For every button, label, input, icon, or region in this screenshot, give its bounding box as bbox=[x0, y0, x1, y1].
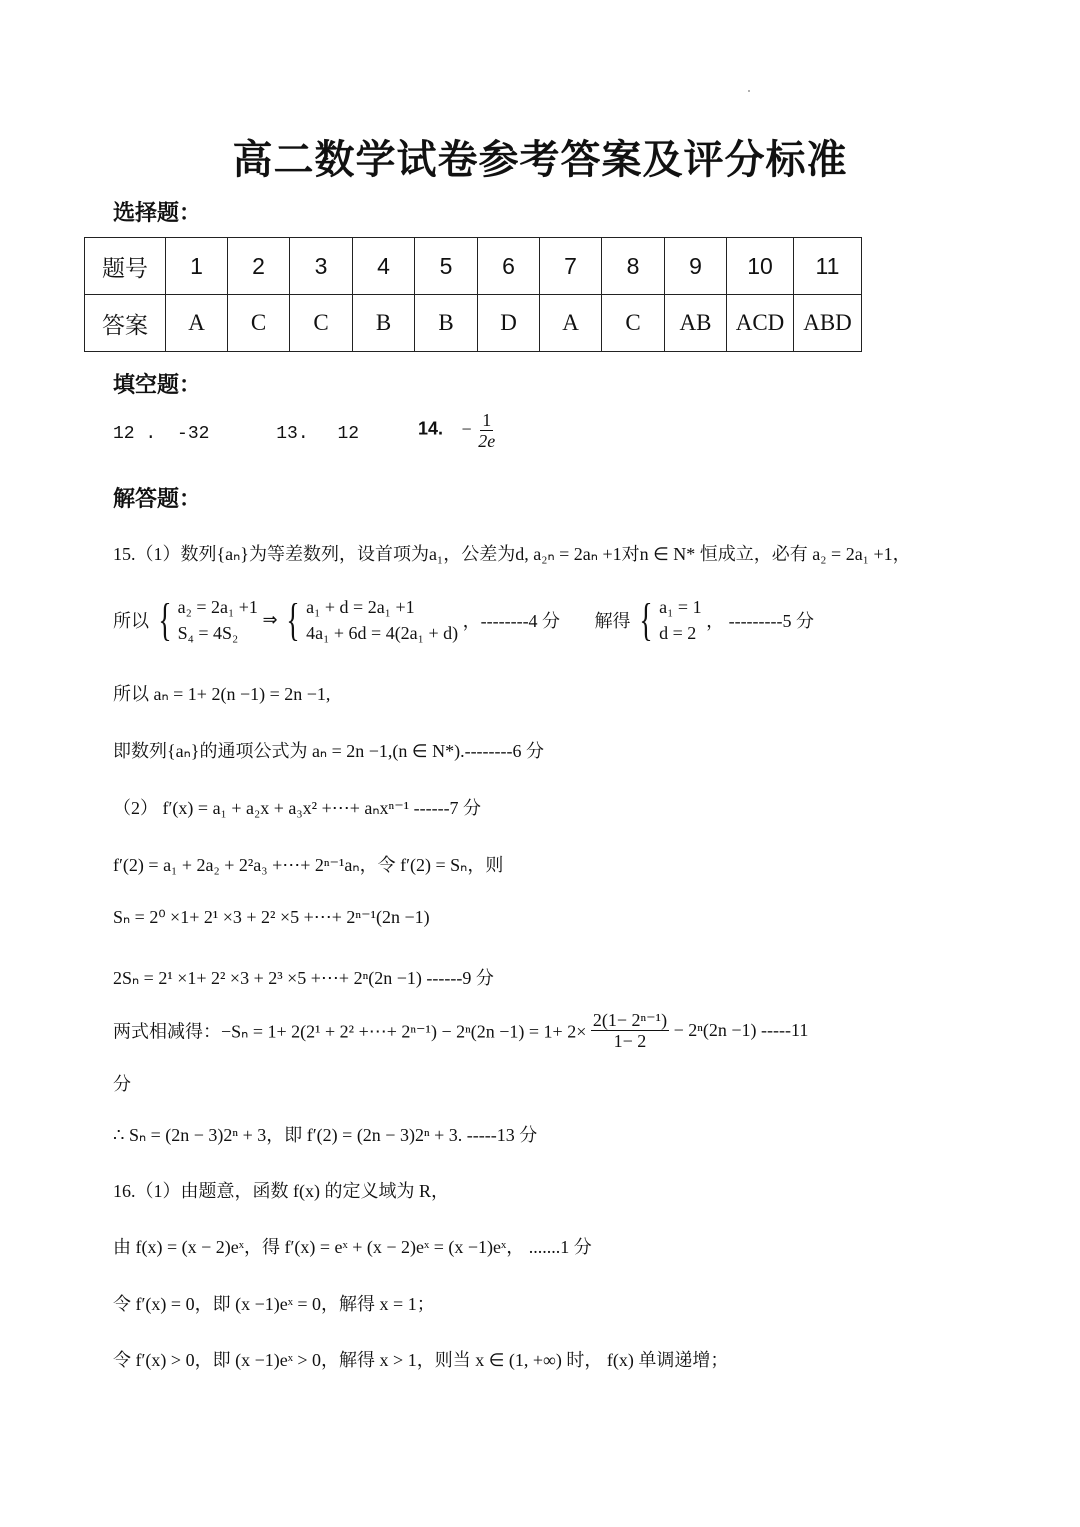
scan-speck bbox=[748, 90, 750, 92]
answer-cell: ABD bbox=[794, 295, 862, 352]
section-solve-heading: 解答题： bbox=[113, 487, 202, 512]
q14-label: 14. bbox=[418, 418, 444, 439]
q14-denominator: 2e bbox=[478, 431, 496, 451]
answer-cell: C bbox=[290, 295, 353, 352]
brace-icon: { bbox=[157, 594, 172, 645]
solution-line-16-1: 16.（1）由题意，函数 f(x) 的定义域为 R， bbox=[113, 1181, 449, 1201]
answer-cell: C bbox=[228, 295, 290, 352]
text-jiede: 解得 bbox=[594, 611, 631, 631]
q14-fraction bbox=[476, 410, 497, 451]
question-number-cell: 8 bbox=[602, 238, 665, 295]
table-row-numbers bbox=[85, 238, 862, 295]
question-number-cell: 7 bbox=[540, 238, 602, 295]
question-number-cell: 11 bbox=[794, 238, 862, 295]
question-number-cell: 6 bbox=[478, 238, 540, 295]
equation-system-1 bbox=[154, 594, 258, 646]
score-mark: ，--------4 分 bbox=[462, 611, 561, 631]
section-fill-heading: 填空题： bbox=[113, 373, 202, 398]
solution-line: 所以 aₙ = 1+ 2(n −1) = 2n −1, bbox=[113, 684, 331, 704]
question-number-cell: 3 bbox=[290, 238, 353, 295]
fraction-denominator: 1− 2 bbox=[613, 1031, 647, 1051]
solution-line: ∴ Sₙ = (2n − 3)2ⁿ + 3，即 f′(2) = (2n − 3)2ⁿ + 3. -----13 分 bbox=[113, 1125, 538, 1145]
page-title: 高二数学试卷参考答案及评分标准 bbox=[232, 137, 848, 183]
expression: − 2ⁿ(2n −1) -----11 bbox=[673, 1020, 809, 1040]
fill-answers-line bbox=[113, 424, 359, 444]
score-mark: ， ---------5 分 bbox=[706, 611, 815, 631]
solution-line-subtraction bbox=[113, 1010, 808, 1051]
equation: a₁ = 1 bbox=[659, 597, 702, 617]
answer-cell: B bbox=[353, 295, 415, 352]
q14-answer bbox=[418, 410, 497, 451]
solution-line: （2） f′(x) = a₁ + a₂x + a₃x² +⋯+ aₙxⁿ⁻¹ ------7 分 bbox=[113, 798, 482, 818]
equation: 4a₁ + 6d = 4(2a₁ + d) bbox=[306, 623, 459, 643]
q13-answer: 12 bbox=[337, 424, 360, 444]
table-header-cell: 答案 bbox=[85, 295, 166, 352]
equation-system-3 bbox=[635, 594, 702, 646]
expression: 两式相减得：−Sₙ = 1+ 2(2¹ + 2² +⋯+ 2ⁿ⁻¹) − 2ⁿ(2n −1) = 1+ 2× bbox=[113, 1021, 587, 1042]
table-row-answers bbox=[85, 295, 862, 352]
solution-line-15-system bbox=[113, 594, 814, 646]
question-number-cell: 2 bbox=[228, 238, 290, 295]
equation: a₂ = 2a₁ +1 bbox=[177, 597, 258, 617]
sum-fraction bbox=[591, 1010, 669, 1051]
implies-arrow: ⇒ bbox=[262, 609, 278, 630]
solution-line: 2Sₙ = 2¹ ×1+ 2² ×3 + 2³ ×5 +⋯+ 2ⁿ(2n −1) ------9 分 bbox=[113, 968, 494, 988]
q13-label: 13. bbox=[276, 424, 309, 444]
question-number-cell: 10 bbox=[727, 238, 794, 295]
equation: d = 2 bbox=[659, 623, 697, 643]
q14-sign: − bbox=[461, 418, 472, 439]
solution-line: 令 f′(x) = 0，即 (x −1)eˣ = 0，解得 x = 1； bbox=[113, 1294, 435, 1314]
equation-system-2 bbox=[282, 594, 458, 646]
solution-line: 令 f′(x) > 0，即 (x −1)eˣ > 0，解得 x > 1，则当 x ∈ (1, +∞) 时， f(x) 单调递增； bbox=[113, 1350, 729, 1370]
answer-cell: A bbox=[540, 295, 602, 352]
equation: a₁ + d = 2a₁ +1 bbox=[306, 597, 415, 617]
answer-cell: C bbox=[602, 295, 665, 352]
question-number-cell: 4 bbox=[353, 238, 415, 295]
brace-icon: { bbox=[286, 594, 300, 645]
q12-answer: -32 bbox=[177, 424, 210, 444]
solution-line-15-1: 15.（1）数列{aₙ}为等差数列，设首项为a₁，公差为d, a₂ₙ = 2aₙ +1对n ∈ N* 恒成立，必有 a₂ = 2a₁ +1， bbox=[113, 544, 911, 564]
solution-line: 即数列{aₙ}的通项公式为 aₙ = 2n −1,(n ∈ N*).--------6 分 bbox=[113, 741, 545, 761]
question-number-cell: 5 bbox=[415, 238, 478, 295]
brace-icon: { bbox=[639, 594, 653, 645]
solution-line: Sₙ = 2⁰ ×1+ 2¹ ×3 + 2² ×5 +⋯+ 2ⁿ⁻¹(2n −1) bbox=[113, 907, 430, 927]
q14-numerator: 1 bbox=[482, 410, 492, 430]
solution-line: 分 bbox=[113, 1074, 131, 1094]
solution-line: 由 f(x) = (x − 2)eˣ，得 f′(x) = eˣ + (x − 2)eˣ = (x −1)eˣ， .......1 分 bbox=[113, 1237, 592, 1257]
question-number-cell: 9 bbox=[665, 238, 727, 295]
text-suoyi: 所以 bbox=[113, 611, 149, 631]
choice-answer-table bbox=[84, 237, 862, 352]
table-header-cell: 题号 bbox=[85, 238, 166, 295]
solution-line: f′(2) = a₁ + 2a₂ + 2²a₃ +⋯+ 2ⁿ⁻¹aₙ，令 f′(2) = Sₙ，则 bbox=[113, 855, 504, 875]
answer-cell: AB bbox=[665, 295, 727, 352]
question-number-cell: 1 bbox=[166, 238, 228, 295]
answer-cell: B bbox=[415, 295, 478, 352]
section-choice-heading: 选择题： bbox=[113, 201, 202, 226]
q12-label: 12 . bbox=[113, 424, 157, 444]
fraction-numerator: 2(1− 2ⁿ⁻¹) bbox=[592, 1010, 668, 1030]
answer-cell: D bbox=[478, 295, 540, 352]
answer-cell: ACD bbox=[727, 295, 794, 352]
equation: S₄ = 4S₂ bbox=[177, 623, 239, 643]
answer-cell: A bbox=[166, 295, 228, 352]
